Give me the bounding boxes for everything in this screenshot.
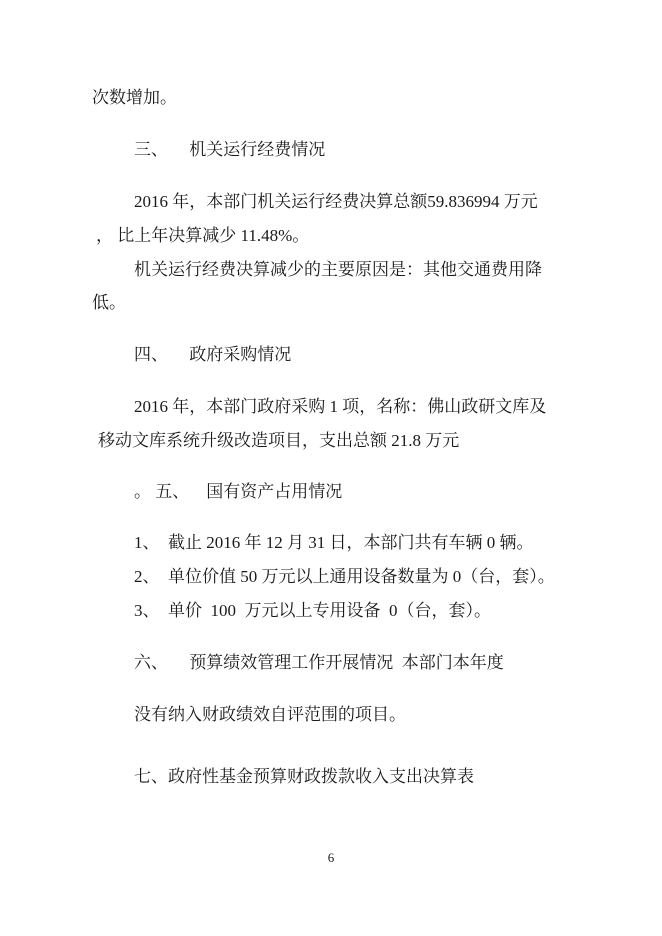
- paragraph-line: 2016 年，本部门机关运行经费决算总额59.836994 万元: [134, 192, 538, 211]
- section-heading-3: 三、 机关运行经费情况: [134, 140, 326, 159]
- paragraph-continuation: 次数增加。: [92, 88, 177, 107]
- page-number: 6: [327, 850, 335, 865]
- section-heading-6: 六、 预算绩效管理工作开展情况 本部门本年度: [134, 653, 504, 672]
- section-heading-4: 四、 政府采购情况: [134, 345, 292, 364]
- section-heading-5: 。 五、 国有资产占用情况: [134, 482, 343, 501]
- paragraph-line: 没有纳入财政绩效自评范围的项目。: [134, 705, 406, 724]
- paragraph-line: 机关运行经费决算减少的主要原因是：其他交通费用降: [134, 260, 542, 279]
- section-heading-7: 七、政府性基金预算财政拨款收入支出决算表: [134, 767, 474, 786]
- paragraph-line: 2016 年，本部门政府采购 1 项，名称：佛山政研文库及: [134, 397, 547, 416]
- paragraph-line: 低。: [92, 293, 126, 312]
- paragraph-line: ， 比上年决算减少 11.48%。: [96, 226, 310, 245]
- list-item: 2、 单位价值 50 万元以上通用设备数量为 0（台，套）。: [134, 567, 555, 586]
- paragraph-line: 移动文库系统升级改造项目，支出总额 21.8 万元: [98, 431, 460, 450]
- list-item: 1、 截止 2016 年 12 月 31 日，本部门共有车辆 0 辆。: [134, 533, 534, 552]
- list-item: 3、 单价 100 万元以上专用设备 0（台，套）。: [134, 601, 491, 620]
